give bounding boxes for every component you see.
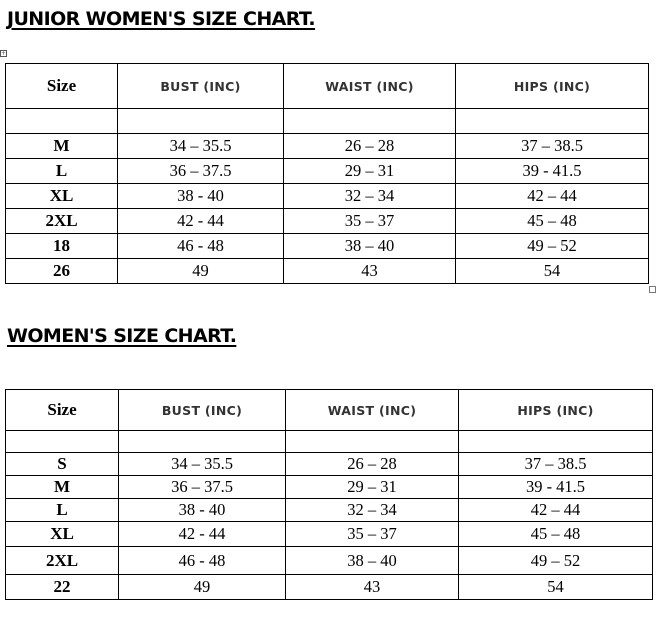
size-cell: 18: [6, 234, 118, 259]
header-waist: WAIST (INC): [284, 64, 456, 109]
size-cell: 22: [6, 575, 119, 600]
size-cell: L: [6, 499, 119, 522]
table-cell: [6, 109, 118, 134]
waist-cell: 29 – 31: [286, 476, 459, 499]
header-size: Size: [6, 390, 119, 431]
header-bust: BUST (INC): [119, 390, 286, 431]
table-cell: [459, 431, 653, 453]
waist-cell: 35 – 37: [286, 522, 459, 547]
header-size: Size: [6, 64, 118, 109]
table-row: [6, 453, 653, 476]
waist-cell: 43: [286, 575, 459, 600]
table-row: [6, 209, 649, 234]
table-cell: [284, 109, 456, 134]
hips-cell: 45 – 48: [459, 522, 653, 547]
waist-cell: 26 – 28: [286, 453, 459, 476]
table-move-handle-icon[interactable]: +: [1, 50, 7, 57]
bust-cell: 36 – 37.5: [118, 159, 284, 184]
waist-cell: 35 – 37: [284, 209, 456, 234]
table-row: [6, 184, 649, 209]
hips-cell: 39 - 41.5: [459, 476, 653, 499]
hips-cell: 37 – 38.5: [459, 453, 653, 476]
header-bust: BUST (INC): [118, 64, 284, 109]
table-cell: [456, 109, 649, 134]
waist-cell: 38 – 40: [284, 234, 456, 259]
bust-cell: 34 – 35.5: [118, 134, 284, 159]
size-cell: L: [6, 159, 118, 184]
hips-cell: 42 – 44: [459, 499, 653, 522]
size-cell: XL: [6, 522, 119, 547]
table-row: [6, 476, 653, 499]
table-cell: [6, 431, 119, 453]
waist-cell: 32 – 34: [284, 184, 456, 209]
waist-cell: 29 – 31: [284, 159, 456, 184]
bust-cell: 38 - 40: [119, 499, 286, 522]
size-cell: M: [6, 476, 119, 499]
hips-cell: 37 – 38.5: [456, 134, 649, 159]
bust-cell: 42 - 44: [119, 522, 286, 547]
bust-cell: 42 - 44: [118, 209, 284, 234]
header-hips: HIPS (INC): [459, 390, 653, 431]
waist-cell: 26 – 28: [284, 134, 456, 159]
bust-cell: 49: [118, 259, 284, 284]
hips-cell: 49 – 52: [456, 234, 649, 259]
waist-cell: 43: [284, 259, 456, 284]
table-row: [6, 159, 649, 184]
size-cell: 26: [6, 259, 118, 284]
size-cell: M: [6, 134, 118, 159]
hips-cell: 54: [456, 259, 649, 284]
table-row: [6, 234, 649, 259]
women-size-table: [5, 389, 653, 600]
table-row: [6, 134, 649, 159]
waist-cell: 38 – 40: [286, 547, 459, 575]
table-row: [6, 499, 653, 522]
table-row-empty: [6, 431, 653, 453]
hips-cell: 42 – 44: [456, 184, 649, 209]
hips-cell: 45 – 48: [456, 209, 649, 234]
bust-cell: 46 - 48: [118, 234, 284, 259]
table-cell: [118, 109, 284, 134]
table-row: [6, 547, 653, 575]
size-cell: XL: [6, 184, 118, 209]
table-row-empty: [6, 109, 649, 134]
table-resize-handle-icon[interactable]: [649, 286, 656, 293]
size-cell: 2XL: [6, 547, 119, 575]
waist-cell: 32 – 34: [286, 499, 459, 522]
junior-size-table: [5, 63, 649, 284]
table-row: [6, 575, 653, 600]
table-cell: [286, 431, 459, 453]
bust-cell: 36 – 37.5: [119, 476, 286, 499]
header-waist: WAIST (INC): [286, 390, 459, 431]
hips-cell: 54: [459, 575, 653, 600]
women-chart-title: WOMEN'S SIZE CHART.: [7, 325, 237, 347]
table-row: [6, 522, 653, 547]
table-row: [6, 259, 649, 284]
bust-cell: 46 - 48: [119, 547, 286, 575]
table-header-row: [6, 64, 649, 109]
bust-cell: 34 – 35.5: [119, 453, 286, 476]
header-hips: HIPS (INC): [456, 64, 649, 109]
table-header-row: [6, 390, 653, 431]
size-cell: 2XL: [6, 209, 118, 234]
size-cell: S: [6, 453, 119, 476]
bust-cell: 49: [119, 575, 286, 600]
hips-cell: 39 - 41.5: [456, 159, 649, 184]
junior-chart-title: JUNIOR WOMEN'S SIZE CHART.: [7, 8, 316, 30]
hips-cell: 49 – 52: [459, 547, 653, 575]
bust-cell: 38 - 40: [118, 184, 284, 209]
table-cell: [119, 431, 286, 453]
